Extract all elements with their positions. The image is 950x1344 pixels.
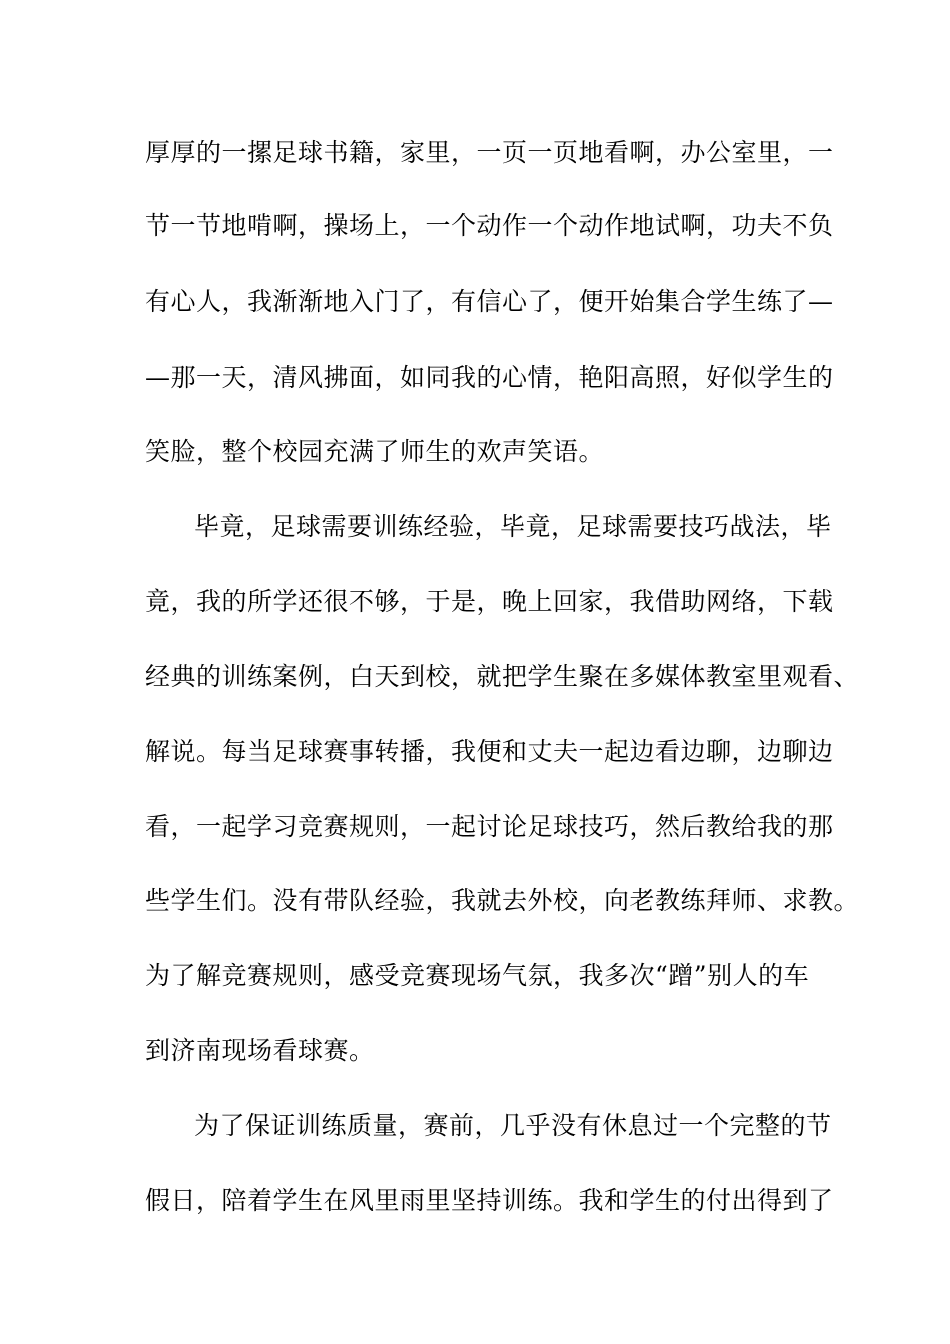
text-line: 竟，我的所学还很不够，于是，晚上回家，我借助网络，下载 bbox=[145, 587, 834, 616]
text-line: 解说。每当足球赛事转播，我便和丈夫一起边看边聊，边聊边 bbox=[145, 737, 834, 766]
text-line: 经典的训练案例，白天到校，就把学生聚在多媒体教室里观看、 bbox=[145, 662, 860, 691]
text-line: 笑脸，整个校园充满了师生的欢声笑语。 bbox=[145, 437, 605, 466]
text-line: —那一天，清风拂面，如同我的心情，艳阳高照，好似学生的 bbox=[145, 363, 834, 392]
text-line: 节一节地啃啊，操场上，一个动作一个动作地试啊，功夫不负 bbox=[145, 211, 834, 240]
text-line: 些学生们。没有带队经验，我就去外校，向老教练拜师、求教。 bbox=[145, 886, 860, 915]
paragraph-first-line: 为了保证训练质量，赛前，几乎没有休息过一个完整的节 bbox=[194, 1111, 832, 1140]
paragraph-first-line: 毕竟，足球需要训练经验，毕竟，足球需要技巧战法，毕 bbox=[194, 512, 832, 541]
text-line: 厚厚的一摞足球书籍，家里，一页一页地看啊，办公室里，一 bbox=[145, 138, 834, 167]
text-line: 到济南现场看球赛。 bbox=[145, 1036, 375, 1065]
text-line: 假日，陪着学生在风里雨里坚持训练。我和学生的付出得到了 bbox=[145, 1186, 834, 1215]
text-line: 有心人，我渐渐地入门了，有信心了，便开始集合学生练了— bbox=[145, 287, 834, 316]
text-line: 为了解竞赛规则，感受竞赛现场气氛，我多次“蹭”别人的车 bbox=[145, 961, 810, 990]
text-line: 看，一起学习竞赛规则，一起讨论足球技巧，然后教给我的那 bbox=[145, 812, 834, 841]
